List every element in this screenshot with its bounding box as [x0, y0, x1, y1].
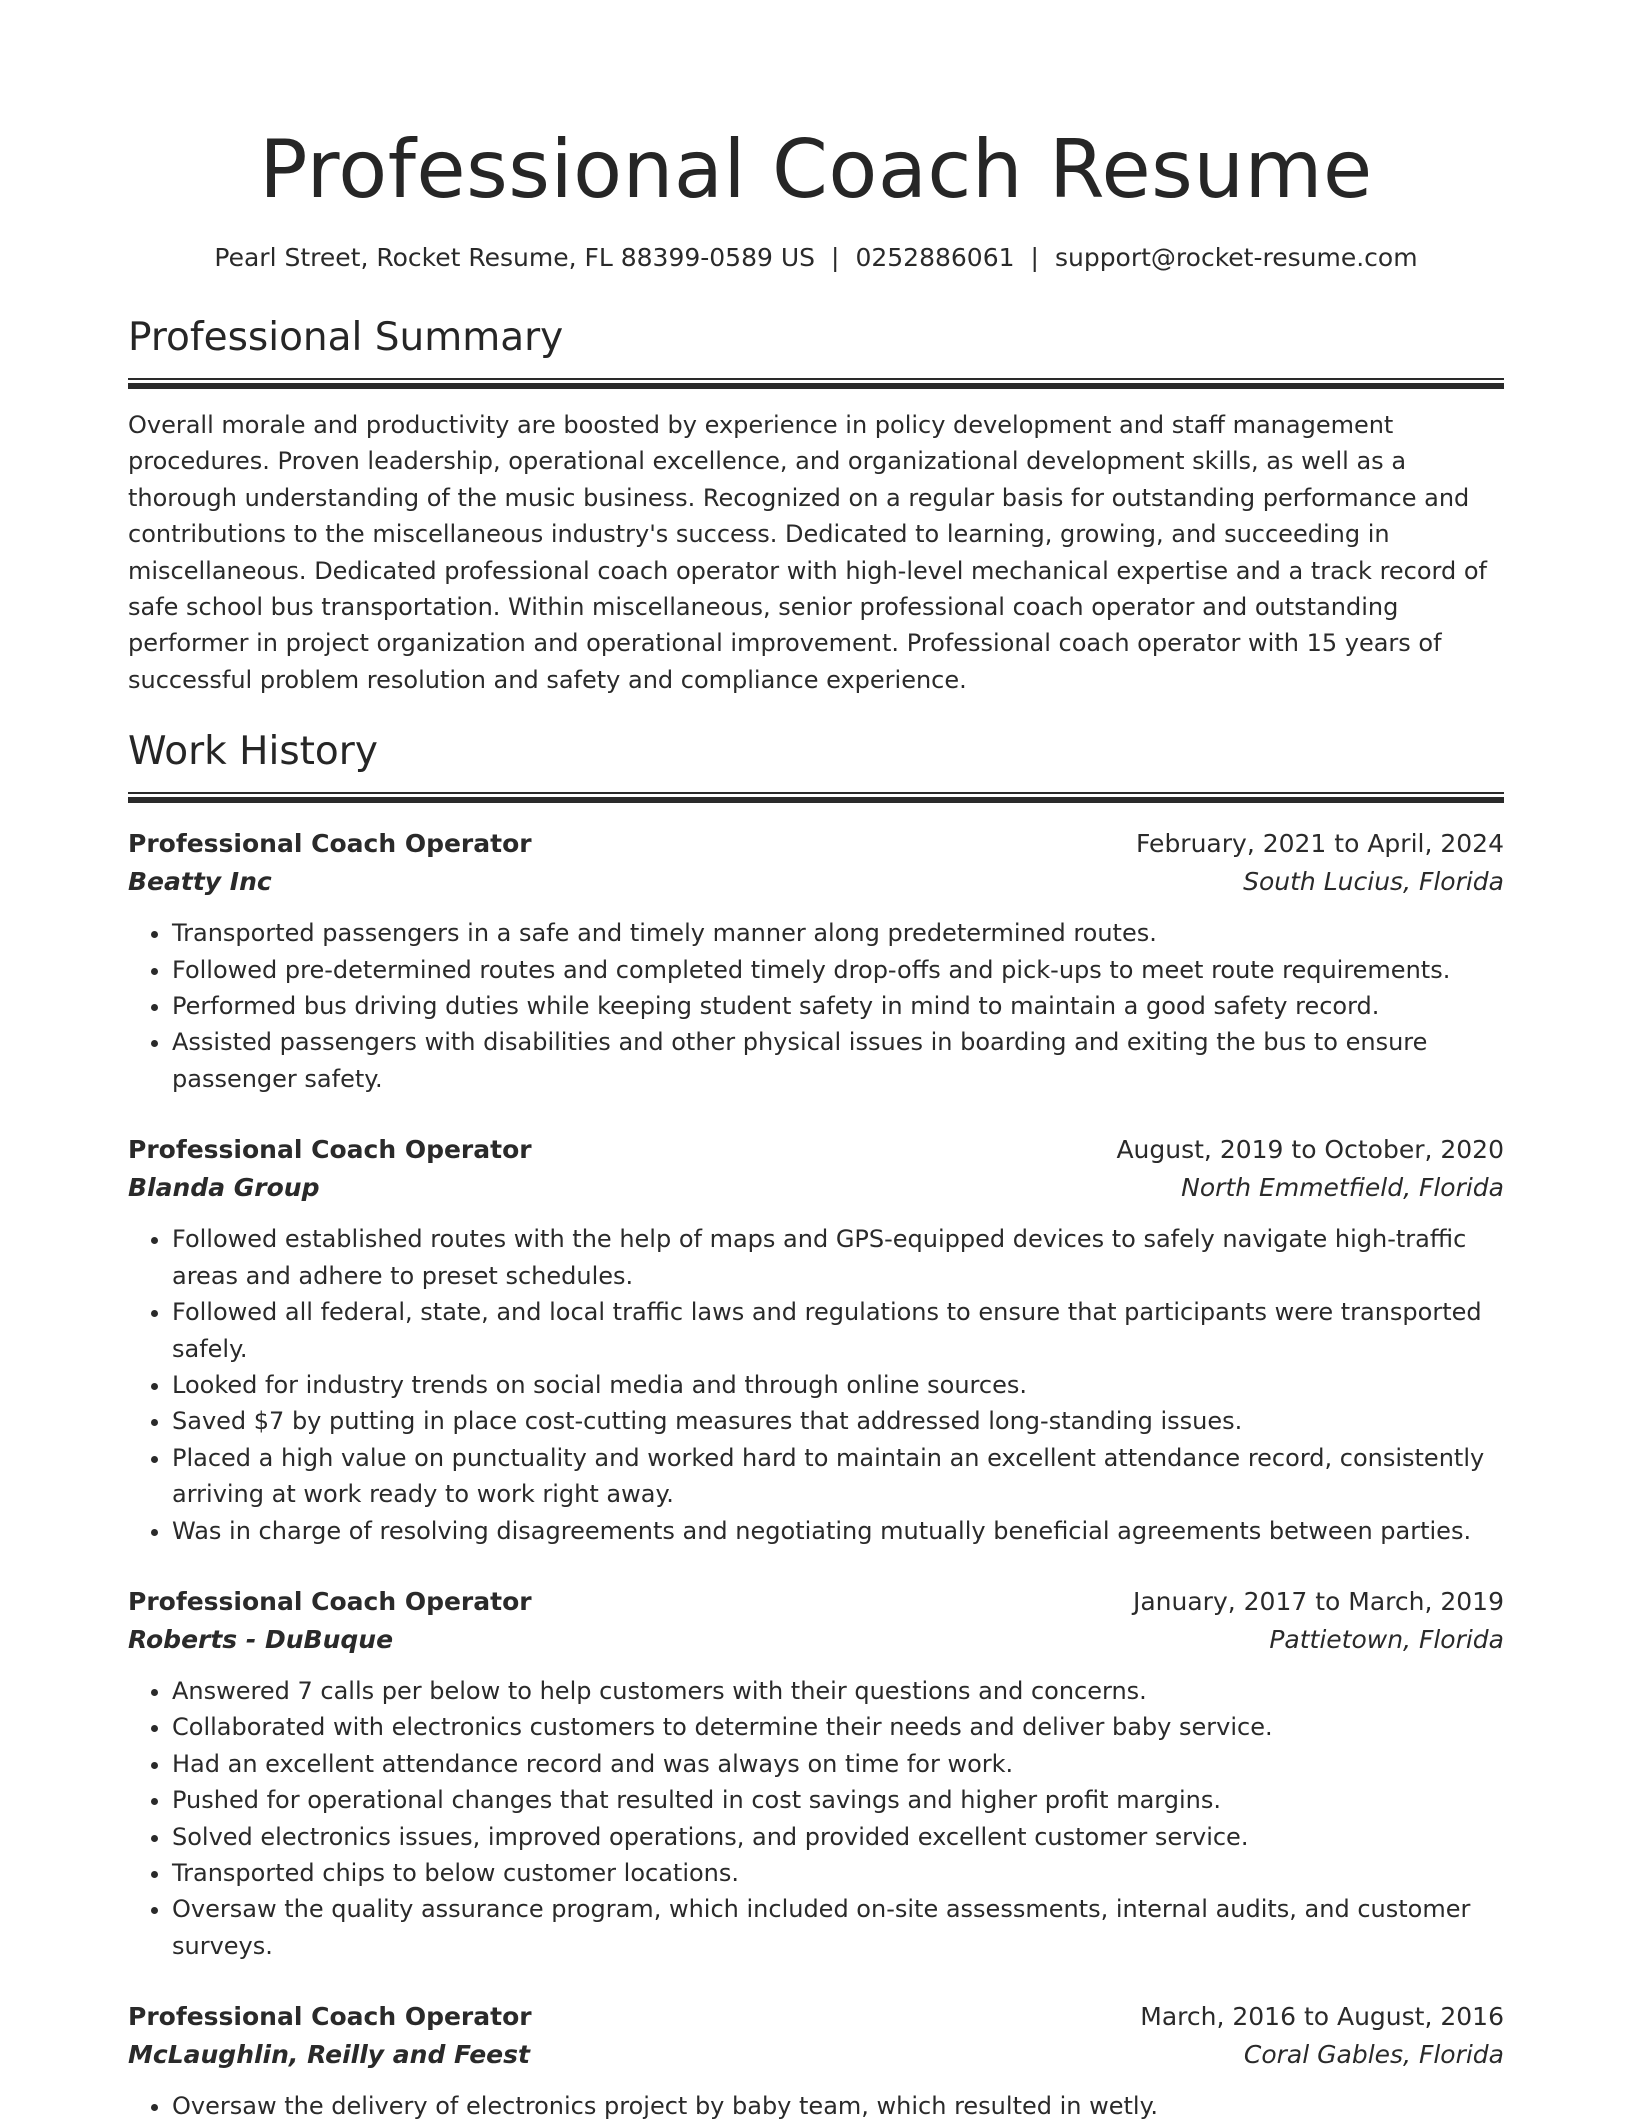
job-location: Pattietown, Florida: [1269, 1624, 1504, 1654]
contact-address: Pearl Street, Rocket Resume, FL 88399-0589 US: [214, 243, 816, 272]
job-bullet: • Followed all federal, state, and local traffic laws and regulations to ensure that participants were transported safely.: [172, 1294, 1504, 1367]
job-header: [128, 825, 1504, 863]
job-title: Professional Coach Operator: [128, 2002, 532, 2032]
job-header: [128, 1131, 1504, 1169]
summary-text: Overall morale and productivity are boosted by experience in policy development and staff management procedures. Proven leadership, operational excellence, and organizational development skills, as well as a thorough understanding of the music business. Recognized on a regular basis for outstanding performance and contributions to the miscellaneous industry's success. Dedicated to learning, growing, and succeeding in miscellaneous. Dedicated professional coach operator with high-level mechanical expertise and a track record of safe school bus transportation. Within miscellaneous, senior professional coach operator and outstanding performer in project organization and operational improvement. Professional coach operator with 15 years of successful problem resolution and safety and compliance experience.: [128, 411, 1487, 694]
job-bullet: • Assisted passengers with disabilities and other physical issues in boarding and exiting the bus to ensure passenger safety.: [172, 1024, 1504, 1097]
job-bullets: [128, 915, 1504, 1097]
job-title: Professional Coach Operator: [128, 1135, 532, 1165]
job-company: Blanda Group: [128, 1173, 320, 1203]
job-subheader: [128, 1621, 1504, 1659]
job-company: McLaughlin, Reilly and Feest: [128, 2040, 530, 2070]
job-entry: [128, 825, 1504, 1097]
job-bullet: • Transported chips to below customer locations.: [172, 1855, 1504, 1891]
contact-phone: 0252886061: [855, 243, 1015, 272]
contact-separator: |: [1030, 243, 1039, 272]
job-bullet: • Followed pre-determined routes and completed timely drop-offs and pick-ups to meet route requirements.: [172, 952, 1504, 988]
section-divider: [128, 378, 1504, 389]
job-bullet: • Saved $7 by putting in place cost-cutting measures that addressed long-standing issues.: [172, 1403, 1504, 1439]
job-bullet: • Oversaw the delivery of electronics project by baby team, which resulted in wetly.: [172, 2088, 1504, 2124]
job-bullet: • Looked for industry trends on social media and through online sources.: [172, 1367, 1504, 1403]
job-bullet: • Transported passengers in a safe and timely manner along predetermined routes.: [172, 915, 1504, 951]
job-company: Roberts - DuBuque: [128, 1624, 394, 1654]
job-bullet: • Had an excellent attendance record and was always on time for work.: [172, 1746, 1504, 1782]
job-subheader: [128, 1169, 1504, 1207]
job-bullet: • Solved electronics issues, improved operations, and provided excellent customer service.: [172, 1819, 1504, 1855]
job-bullet: • Oversaw the quality assurance program, which included on-site assessments, internal audits, and customer surveys.: [172, 1891, 1504, 1964]
job-bullet: • Performed bus driving duties while keeping student safety in mind to maintain a good safety record.: [172, 988, 1504, 1024]
job-entry: [128, 1583, 1504, 1964]
contact-separator: |: [831, 243, 840, 272]
job-bullet: • Pushed for operational changes that resulted in cost savings and higher profit margins.: [172, 1782, 1504, 1818]
job-entry: [128, 1998, 1504, 2124]
job-entry: [128, 1131, 1504, 1549]
job-subheader: [128, 863, 1504, 901]
job-location: South Lucius, Florida: [1243, 867, 1504, 897]
job-dates: February, 2021 to April, 2024: [1136, 829, 1504, 859]
job-header: [128, 1998, 1504, 2036]
job-title: Professional Coach Operator: [128, 1586, 532, 1616]
resume-page: [128, 0, 1504, 2125]
contact-line: [128, 240, 1504, 276]
job-bullet: • Collaborated with electronics customers to determine their needs and deliver baby service.: [172, 1709, 1504, 1745]
job-location: North Emmetfield, Florida: [1181, 1173, 1504, 1203]
section-divider: [128, 792, 1504, 803]
resume-title: Professional Coach Resume: [259, 123, 1373, 216]
job-header: [128, 1583, 1504, 1621]
job-dates: August, 2019 to October, 2020: [1116, 1135, 1504, 1165]
job-bullet: • Placed a high value on punctuality and worked hard to maintain an excellent attendance record, consistently arriving at work ready to work right away.: [172, 1440, 1504, 1513]
work-history-heading: Work History: [128, 729, 378, 775]
job-bullet: • Followed established routes with the help of maps and GPS-equipped devices to safely navigate high-traffic areas and adhere to preset schedules.: [172, 1221, 1504, 1294]
job-bullets: [128, 2088, 1504, 2124]
contact-email: support@rocket-resume.com: [1054, 243, 1418, 272]
job-bullet: • Was in charge of resolving disagreements and negotiating mutually beneficial agreements between parties.: [172, 1513, 1504, 1549]
job-company: Beatty Inc: [128, 867, 272, 897]
job-bullets: [128, 1221, 1504, 1549]
summary-heading: Professional Summary: [128, 315, 564, 360]
job-location: Coral Gables, Florida: [1243, 2040, 1504, 2070]
job-dates: January, 2017 to March, 2019: [1132, 1586, 1504, 1616]
job-bullets: [128, 1673, 1504, 1964]
job-dates: March, 2016 to August, 2016: [1140, 2002, 1504, 2032]
job-subheader: [128, 2036, 1504, 2074]
job-bullet: • Answered 7 calls per below to help customers with their questions and concerns.: [172, 1673, 1504, 1709]
job-title: Professional Coach Operator: [128, 829, 532, 859]
